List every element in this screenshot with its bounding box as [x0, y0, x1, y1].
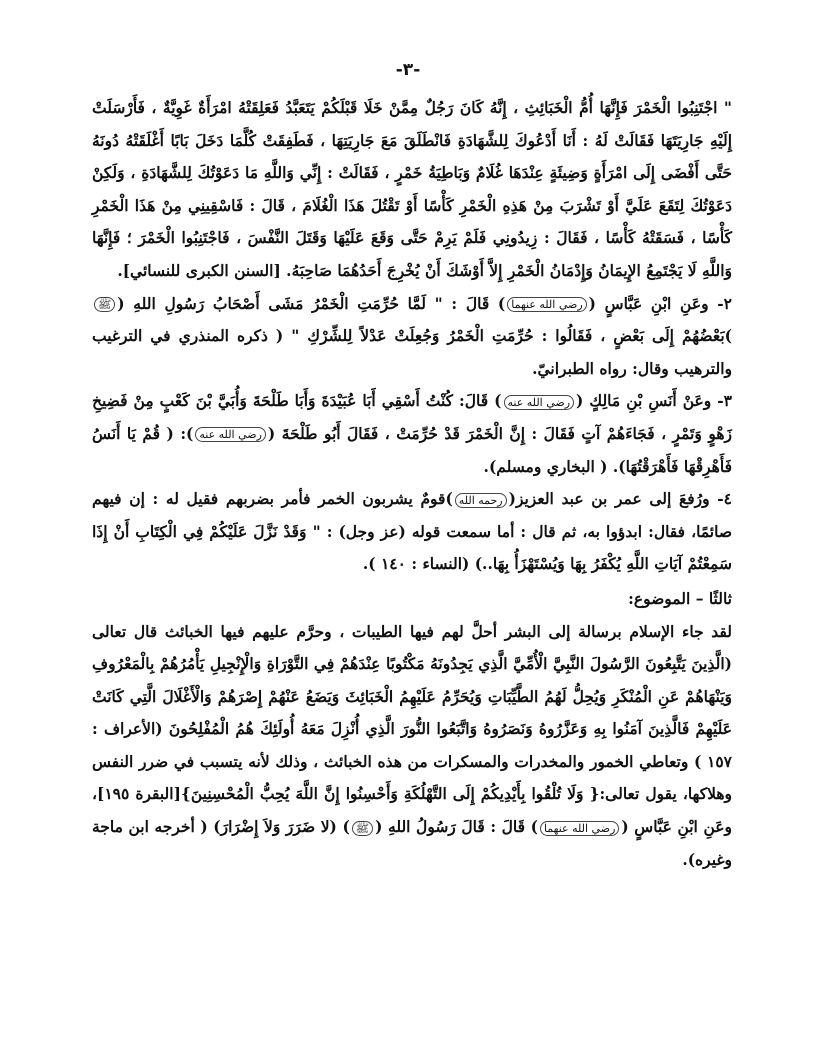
hadith-3-text-a: ٣- وعَنْ أَنَسِ بْنِ مَالِكٍ ( — [576, 391, 732, 411]
honorific-symbol: رضي الله عنه — [195, 427, 266, 442]
hadith-3-text-c: ): ( قُمْ يَا أَنَسُ فَأَهْرِقْهَا فَأَهْرَقْتُهَا). ( البخاري ومسلم). — [92, 423, 732, 476]
hadith-2-text-b: ) قَالَ : " لَمَّا حُرِّمَتِ الْخَمْرُ مَشَى أَصْحَابُ رَسُولِ اللهِ ( — [117, 293, 506, 313]
honorific-symbol: رضي الله عنه — [504, 395, 575, 410]
topic-text-a: لقد جاء الإسلام برسالة إلى البشر أحلَّ لهم فيها الطيبات ، وحرَّم عليهم فيها الخبائث قال تعالى (الَّذِينَ يَتَّبِعُونَ الرَّسُولَ النَّبِيَّ الْأُمِّيَّ الَّذِي يَجِدُونَهُ مَكْتُوبًا عِنْدَهُمْ فِي التَّوْرَاةِ وَالْإِنْجِيلِ يَأْمُرُهُمْ بِالْمَعْرُوفِ وَيَنْهَاهُمْ عَنِ الْمُنْكَرِ وَيُحِلُّ لَهُمُ الطَّيِّبَاتِ وَيُحَرِّمُ عَلَيْهِمُ الْخَبَائِثَ وَيَضَعُ عَنْهُمْ إِصْرَهُمْ وَالْأَغْلَالَ الَّتِي كَانَتْ عَلَيْهِمْ فَالَّذِينَ آمَنُوا بِهِ وَعَزَّرُوهُ وَنَصَرُوهُ وَاتَّبَعُوا النُّورَ الَّذِي أُنْزِلَ مَعَهُ أُولَئِكَ هُمُ الْمُفْلِحُونَ (الأعراف : ١٥٧ ) وتعاطي الخمور والمخدرات والمسكرات من هذه الخبائث ، وذلك لأنه يتسبب في ضرر النفس وهلاكها، يقول تعالى:{ وَلَا تُلْقُوا بِأَيْدِيكُمْ إِلَى التَّهْلُكَةِ وَأَحْسِنُوا إِنَّ اللَّهَ يُحِبُّ الْمُحْسِنِينَ}[البقرة ١٩٥]، وعَنِ ابْنِ عَبَّاسٍ ( — [92, 621, 732, 837]
hadith-1-text: " اجْتَنِبُوا الْخَمْرَ فَإِنَّهَا أُمُّ الْخَبَائِثِ ، إِنَّهُ كَانَ رَجُلٌ مِمَّنْ خَلَا قَبْلَكُمْ يَتَعَبَّدُ فَعَلِقَتْهُ امْرَأَةٌ غَوِيَّةٌ ، فَأَرْسَلَتْ إِلَيْهِ جَارِيَتَهَا فَقَالَتْ لَهُ : أَنَا أَدْعُوكَ لِلشَّهَادَةِ فَانْطَلَقَ مَعَ جَارِيَتِهَا ، فَطَفِقَتْ كُلَّمَا دَخَلَ بَابًا أَغْلَقَتْهُ دُونَهُ حَتَّى أَفْضَى إِلَى امْرَأَةٍ وَضِيئَةٍ عِنْدَهَا غُلَامٌ وَبَاطِيَةُ خَمْرٍ ، فَقَالَتْ : إِنِّي وَاللَّهِ مَا دَعَوْتُكَ لِلشَّهَادَةِ ، وَلَكِنْ دَعَوْتُكَ لِتَقَعَ عَلَيَّ أَوْ تَشْرَبَ مِنْ هَذِهِ الْخَمْرِ كَأْسًا أَوْ تَقْتُلَ هَذَا الْغُلَامَ ، قَالَ : فَاسْقِينِي مِنْ هَذَا الْخَمْرِ كَأْسًا ، فَسَقَتْهُ كَأْسًا ، فَقَالَ : زِيدُونِي فَلَمْ يَرِمْ حَتَّى وَقَعَ عَلَيْهَا وَقَتَلَ النَّفْسَ ، فَاجْتَنِبُوا الْخَمْرَ ؛ فَإِنَّهَا وَاللَّهِ لَا يَجْتَمِعُ الإِيمَانُ وَإِدْمَانُ الْخَمْرِ إِلاَّ أَوْشَكَ أَنْ يُخْرِجَ أَحَدُهُمَا صَاحِبَهُ. [السنن الكبرى للنسائي]. — [92, 98, 732, 280]
section-heading: ثالثًا – الموضوع: — [628, 588, 732, 608]
hadith-4-text-b: )قومٌ يشربون الخمر فأمر بضربهم فقيل له : إن فيهم صائمًا، فقال: ابدؤوا به، ثم قال : أما سمعت قوله (عز وجل) : " وَقَدْ نَزَّلَ عَلَيْكُمْ فِي الْكِتَابِ أَنْ إِذَا سَمِعْتُمْ آيَاتِ اللَّهِ يُكْفَرُ بِهَا وَيُسْتَهْزَأُ بِهَا..) (النساء : ١٤٠ ). — [92, 489, 732, 574]
honorific-symbol: رضي الله عنهما — [540, 821, 619, 836]
hadith-3-paragraph — [92, 385, 732, 483]
topic-text-c: ) (لا ضَرَرَ وَلاَ إِضْرَارَ) ( أخرجه ابن ماجة وغيره). — [92, 817, 732, 869]
hadith-3-text-b: ) قَالَ: كُنْتُ أَسْقِي أَبَا عُبَيْدَةَ وَأَبَا طَلْحَةَ وَأُبَيَّ بْنَ كَعْبٍ مِنْ فَضِيخِ زَهْوٍ وَتَمْرٍ ، فَجَاءَهُمْ آتٍ فَقَالَ : إِنَّ الْخَمْرَ قَدْ حُرِّمَتْ ، فَقَالَ أَبُو طَلْحَةَ ( — [92, 391, 732, 443]
topic-text-b: ) قَالَ : قَالَ رَسُولُ اللهِ ( — [375, 817, 538, 837]
prophet-honorific-symbol: ﷺ — [94, 297, 115, 312]
hadith-2-text-a: ٢- وعَنِ ابْنِ عَبَّاسٍ ( — [588, 293, 732, 313]
hadith-4-paragraph — [92, 483, 732, 581]
topic-paragraph — [92, 616, 732, 877]
page-number: -٣- — [395, 60, 421, 80]
hadith-2-paragraph — [92, 288, 732, 386]
honorific-symbol: رضي الله عنهما — [507, 297, 586, 312]
hadith-4-text-a: ٤- ورُفعَ إلى عمر بن عبد العزيز( — [508, 489, 732, 509]
document-body — [92, 92, 732, 876]
hadith-1-paragraph — [92, 92, 732, 288]
hadith-2-text-c: )بَعْضُهُمْ إِلَى بَعْضٍ ، فَقَالُوا : حُرِّمَتِ الْخَمْرُ وَجُعِلَتْ عَدْلاً لِلشِّرْكِ " ( ذكره المنذري في الترغيب والترهيب وقال: رواه الطبرانيّ. — [92, 326, 732, 378]
honorific-symbol: رحمه الله — [455, 493, 507, 508]
prophet-honorific-symbol: ﷺ — [352, 821, 373, 836]
